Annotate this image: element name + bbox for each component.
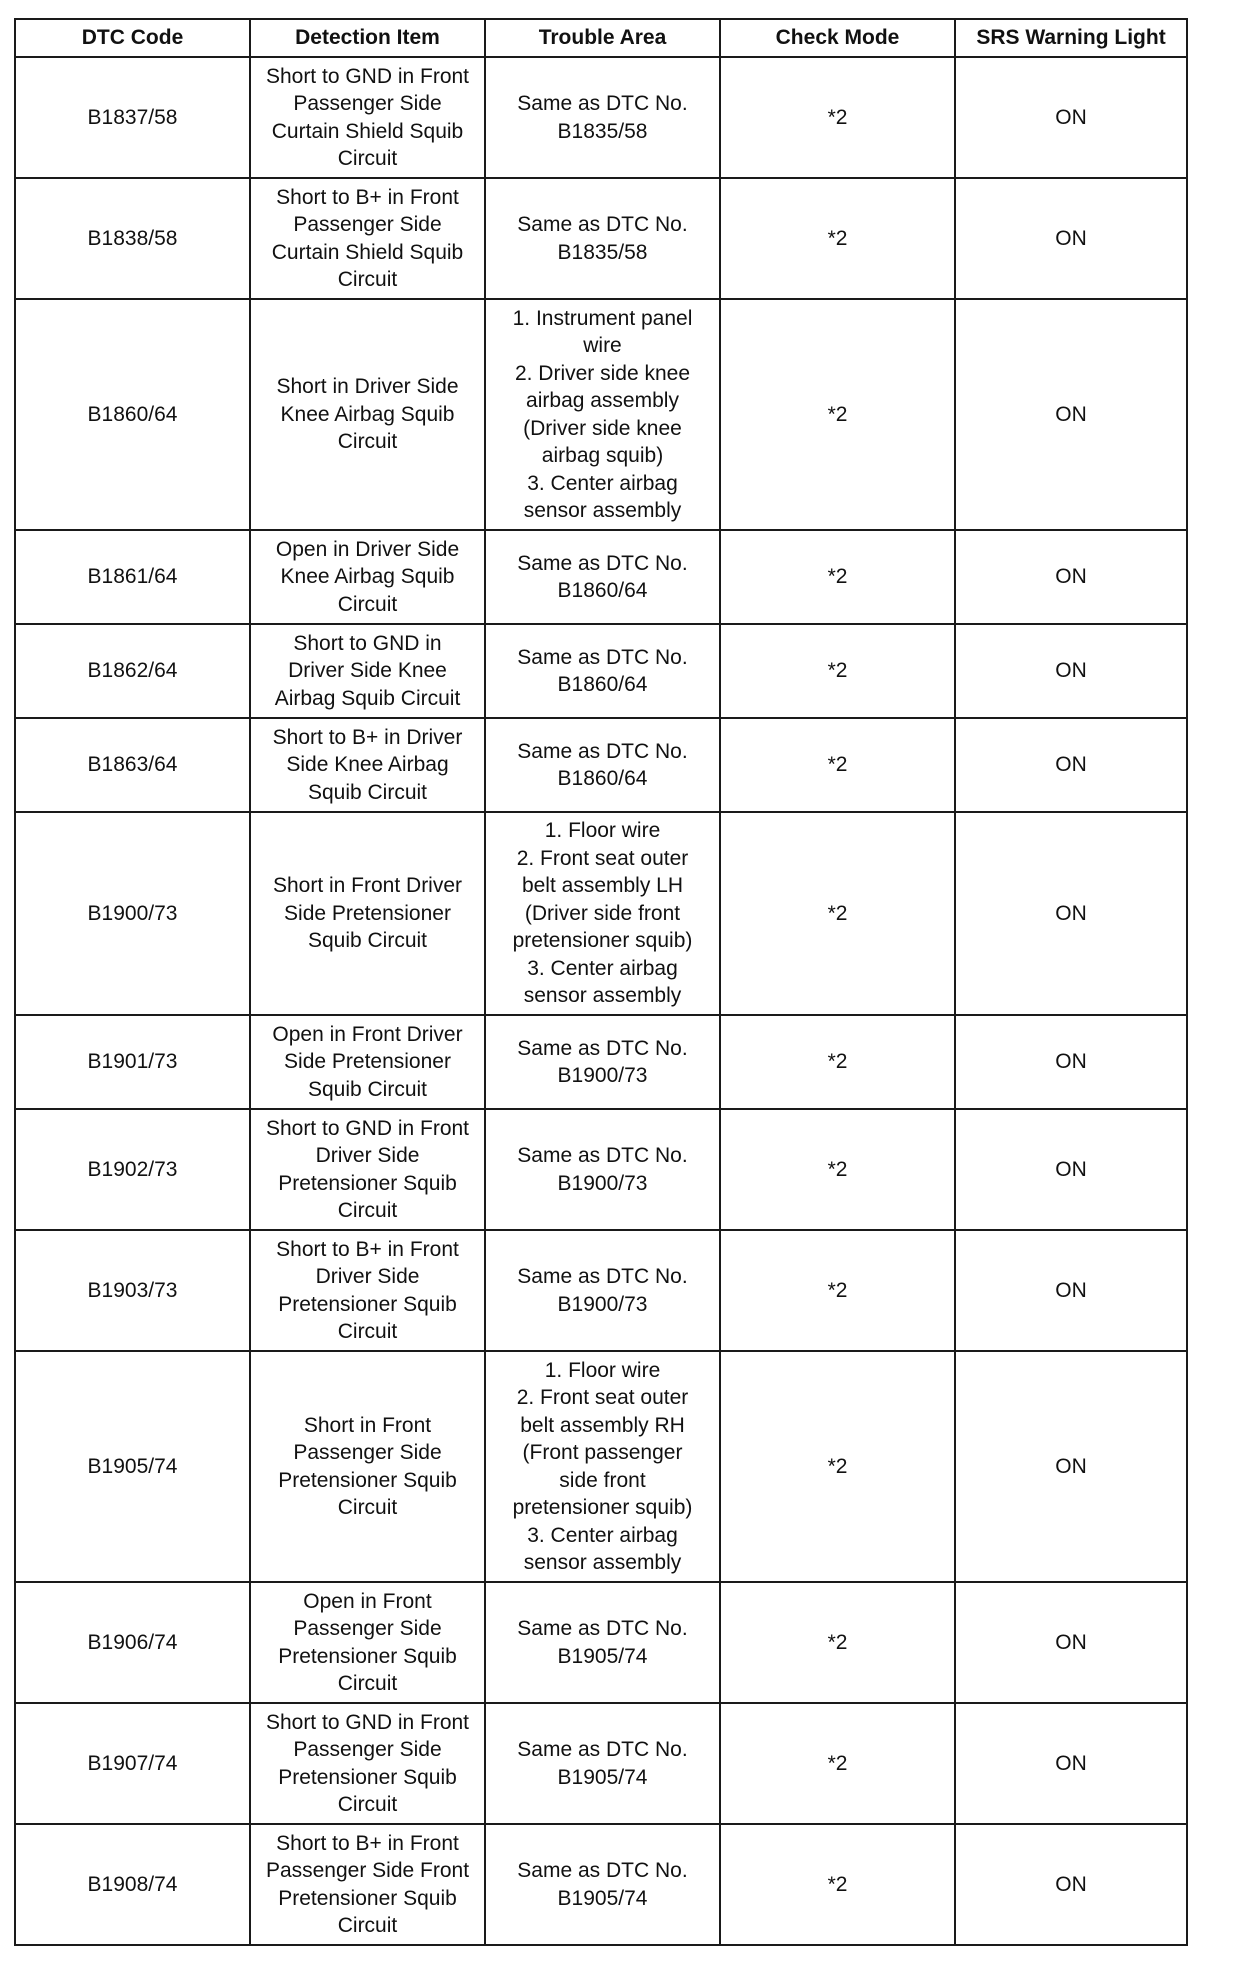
trouble-area-cell-line: 2. Front seat outer [516,1386,689,1409]
trouble-area-cell [485,1109,720,1230]
table-header [15,19,1187,57]
table-row [15,1582,1187,1703]
detection-item-cell-line: Side Pretensioner [284,901,451,925]
trouble-area-cell-line: 1. Floor wire [544,819,661,843]
header-dtc-code: DTC Code [15,19,250,57]
table-row [15,530,1187,624]
trouble-area-cell [485,299,720,530]
trouble-area-cell-line: B1835/58 [557,119,648,143]
detection-item-cell-line: Open in Driver Side [275,537,460,561]
check-mode-cell: *2 [720,57,955,178]
detection-item-cell [250,1109,485,1230]
srs-warning-light-cell: ON [955,1015,1187,1109]
detection-item-cell [250,1351,485,1582]
trouble-area-cell [485,624,720,718]
trouble-area-cell [485,1582,720,1703]
header-srs-warning-light: SRS Warning Light [955,19,1187,57]
detection-item-cell-line: Circuit [337,430,398,454]
trouble-area-cell-line: wire [583,334,622,357]
dtc-code-cell: B1860/64 [15,299,250,530]
detection-item-cell-line: Circuit [337,147,398,170]
detection-item-cell-line: Circuit [337,1672,398,1695]
dtc-code-cell: B1907/74 [15,1703,250,1824]
detection-item-cell-line: Short to GND in Front [265,1710,470,1734]
check-mode-cell: *2 [720,1109,955,1230]
detection-item-cell-line: Short to B+ in Driver [272,725,463,749]
detection-item-cell-line: Circuit [337,1496,398,1519]
trouble-area-cell-line: side front [559,1468,646,1492]
detection-item-cell-line: Driver Side [315,1144,420,1167]
srs-warning-light-cell: ON [955,178,1187,299]
detection-item-cell-line: Pretensioner Squib [278,1292,457,1316]
trouble-area-cell-line: (Driver side front [524,901,681,925]
srs-warning-light-cell: ON [955,1582,1187,1703]
detection-item-cell-line: Curtain Shield Squib [271,119,464,143]
dtc-code-cell: B1908/74 [15,1824,250,1945]
trouble-area-cell-line: (Front passenger [522,1441,683,1464]
trouble-area-cell-line: B1835/58 [557,240,648,264]
detection-item-cell-line: Passenger Side [293,213,442,236]
table-row [15,178,1187,299]
detection-item-cell [250,299,485,530]
trouble-area-cell-line: Same as DTC No. [517,739,688,763]
trouble-area-cell-line: B1900/73 [557,1064,648,1087]
trouble-area-cell [485,1015,720,1109]
header-trouble-area: Trouble Area [485,19,720,57]
check-mode-cell: *2 [720,1824,955,1945]
table-row [15,1109,1187,1230]
detection-item-cell [250,624,485,718]
trouble-area-cell-line: 3. Center airbag [527,1523,678,1547]
detection-item-cell-line: Open in Front Driver [272,1022,463,1046]
check-mode-cell: *2 [720,1015,955,1109]
detection-item-cell-line: Short to B+ in Front [276,1237,459,1261]
header-detection-item: Detection Item [250,19,485,57]
dtc-code-cell: B1863/64 [15,718,250,812]
check-mode-cell: *2 [720,1351,955,1582]
detection-item-cell [250,1824,485,1945]
detection-item-cell-line: Passenger Side [293,1738,442,1761]
trouble-area-cell-line: B1900/73 [557,1171,648,1195]
dtc-code-cell: B1861/64 [15,530,250,624]
trouble-area-cell-line: 3. Center airbag [527,956,678,980]
detection-item-cell-line: Pretensioner Squib [278,1171,457,1195]
detection-item-cell-line: Pretensioner Squib [278,1765,457,1789]
detection-item-cell-line: Circuit [337,592,398,616]
table-body [15,57,1187,1945]
detection-item-cell [250,718,485,812]
detection-item-cell-line: Squib Circuit [307,780,428,804]
trouble-area-cell [485,812,720,1015]
trouble-area-cell [485,1351,720,1582]
dtc-code-cell: B1837/58 [15,57,250,178]
detection-item-cell-line: Side Knee Airbag [286,753,449,777]
detection-item-cell-line: Pretensioner Squib [278,1886,457,1910]
detection-item-cell [250,57,485,178]
detection-item-cell-line: Passenger Side Front [265,1859,470,1882]
dtc-code-cell: B1905/74 [15,1351,250,1582]
detection-item-cell-line: Short in Driver Side [276,375,459,399]
srs-warning-light-cell: ON [955,1351,1187,1582]
trouble-area-cell-line: belt assembly LH [521,874,684,898]
table-row [15,812,1187,1015]
trouble-area-cell [485,1230,720,1351]
detection-item-cell-line: Circuit [337,1199,398,1222]
srs-warning-light-cell: ON [955,299,1187,530]
detection-item-cell-line: Pretensioner Squib [278,1468,457,1492]
detection-item-cell-line: Driver Side [315,1265,420,1288]
trouble-area-cell-line: B1860/64 [557,673,648,696]
srs-warning-light-cell: ON [955,530,1187,624]
detection-item-cell-line: Passenger Side [293,1441,442,1464]
trouble-area-cell [485,1703,720,1824]
detection-item-cell [250,1015,485,1109]
trouble-area-cell-line: 2. Front seat outer [516,846,689,870]
detection-item-cell-line: Passenger Side [293,1617,442,1640]
trouble-area-cell-line: 3. Center airbag [527,471,678,495]
detection-item-cell-line: Pretensioner Squib [278,1644,457,1668]
srs-warning-light-cell: ON [955,1230,1187,1351]
trouble-area-cell-line: Same as DTC No. [517,92,688,115]
detection-item-cell-line: Short in Front [303,1413,432,1437]
check-mode-cell: *2 [720,1230,955,1351]
dtc-code-cell: B1902/73 [15,1109,250,1230]
detection-item-cell [250,530,485,624]
detection-item-cell-line: Curtain Shield Squib [271,240,464,264]
trouble-area-cell-line: belt assembly RH [520,1413,685,1437]
trouble-area-cell [485,1824,720,1945]
trouble-area-cell-line: sensor assembly [523,1551,682,1574]
header-row [15,19,1187,57]
check-mode-cell: *2 [720,1703,955,1824]
trouble-area-cell-line: (Driver side knee [523,416,682,440]
trouble-area-cell-line: B1860/64 [557,579,648,602]
trouble-area-cell-line: Same as DTC No. [517,1144,688,1167]
table-row [15,718,1187,812]
detection-item-cell-line: Driver Side Knee [288,659,447,683]
trouble-area-cell-line: Same as DTC No. [517,1036,688,1060]
dtc-code-cell: B1901/73 [15,1015,250,1109]
detection-item-cell-line: Short to GND in Front [265,1116,470,1140]
trouble-area-cell-line: 2. Driver side knee [514,361,691,385]
detection-item-cell-line: Open in Front [303,1589,432,1613]
table-row [15,624,1187,718]
trouble-area-cell-line: airbag squib) [541,444,664,467]
trouble-area-cell-line: pretensioner squib) [512,1496,693,1519]
check-mode-cell: *2 [720,812,955,1015]
detection-item-cell-line: Circuit [337,1320,398,1343]
check-mode-cell: *2 [720,299,955,530]
detection-item-cell-line: Knee Airbag Squib [280,565,455,589]
detection-item-cell-line: Circuit [337,1793,398,1816]
trouble-area-cell-line: pretensioner squib) [512,929,693,953]
dtc-code-cell: B1900/73 [15,812,250,1015]
srs-warning-light-cell: ON [955,57,1187,178]
trouble-area-cell-line: 1. Floor wire [544,1358,661,1382]
srs-warning-light-cell: ON [955,1109,1187,1230]
table-row [15,57,1187,178]
srs-warning-light-cell: ON [955,812,1187,1015]
trouble-area-cell [485,530,720,624]
table-row [15,1230,1187,1351]
table-row [15,299,1187,530]
detection-item-cell-line: Squib Circuit [307,929,428,953]
trouble-area-cell-line: B1860/64 [557,767,648,790]
srs-warning-light-cell: ON [955,1703,1187,1824]
trouble-area-cell-line: B1905/74 [557,1765,648,1789]
trouble-area-cell-line: airbag assembly [526,389,679,412]
header-check-mode: Check Mode [720,19,955,57]
check-mode-cell: *2 [720,718,955,812]
trouble-area-cell-line: 1. Instrument panel [512,306,693,330]
dtc-code-cell: B1838/58 [15,178,250,299]
detection-item-cell [250,1582,485,1703]
check-mode-cell: *2 [720,178,955,299]
detection-item-cell-line: Airbag Squib Circuit [274,686,461,710]
trouble-area-cell-line: Same as DTC No. [517,1265,688,1288]
detection-item-cell-line: Knee Airbag Squib [280,402,455,426]
trouble-area-cell [485,178,720,299]
check-mode-cell: *2 [720,624,955,718]
trouble-area-cell-line: Same as DTC No. [517,1859,688,1882]
trouble-area-cell-line: Same as DTC No. [517,1738,688,1761]
trouble-area-cell-line: Same as DTC No. [517,213,688,236]
detection-item-cell [250,1703,485,1824]
detection-item-cell-line: Short to B+ in Front [276,185,459,209]
detection-item-cell-line: Passenger Side [293,92,442,115]
trouble-area-cell-line: Same as DTC No. [517,1617,688,1640]
detection-item-cell-line: Circuit [337,1914,398,1937]
table-row [15,1351,1187,1582]
detection-item-cell-line: Short to GND in [293,631,442,655]
srs-warning-light-cell: ON [955,1824,1187,1945]
detection-item-cell-line: Side Pretensioner [284,1050,451,1074]
detection-item-cell-line: Short to GND in Front [265,64,470,88]
trouble-area-cell-line: B1905/74 [557,1886,648,1910]
table-row [15,1824,1187,1945]
trouble-area-cell-line: sensor assembly [523,499,682,522]
trouble-area-cell [485,57,720,178]
check-mode-cell: *2 [720,1582,955,1703]
srs-warning-light-cell: ON [955,624,1187,718]
table-row [15,1703,1187,1824]
dtc-code-cell: B1903/73 [15,1230,250,1351]
trouble-area-cell [485,718,720,812]
detection-item-cell-line: Short to B+ in Front [276,1831,459,1855]
dtc-code-cell: B1906/74 [15,1582,250,1703]
trouble-area-cell-line: sensor assembly [523,984,682,1008]
detection-item-cell-line: Short in Front Driver [272,874,463,898]
trouble-area-cell-line: B1900/73 [557,1292,648,1316]
detection-item-cell-line: Circuit [337,268,398,291]
dtc-code-cell: B1862/64 [15,624,250,718]
trouble-area-cell-line: Same as DTC No. [517,551,688,575]
trouble-area-cell-line: B1905/74 [557,1644,648,1668]
srs-warning-light-cell: ON [955,718,1187,812]
detection-item-cell [250,1230,485,1351]
check-mode-cell: *2 [720,530,955,624]
detection-item-cell-line: Squib Circuit [307,1077,428,1101]
dtc-table [14,18,1188,1946]
detection-item-cell [250,178,485,299]
detection-item-cell [250,812,485,1015]
table-row [15,1015,1187,1109]
trouble-area-cell-line: Same as DTC No. [517,645,688,669]
